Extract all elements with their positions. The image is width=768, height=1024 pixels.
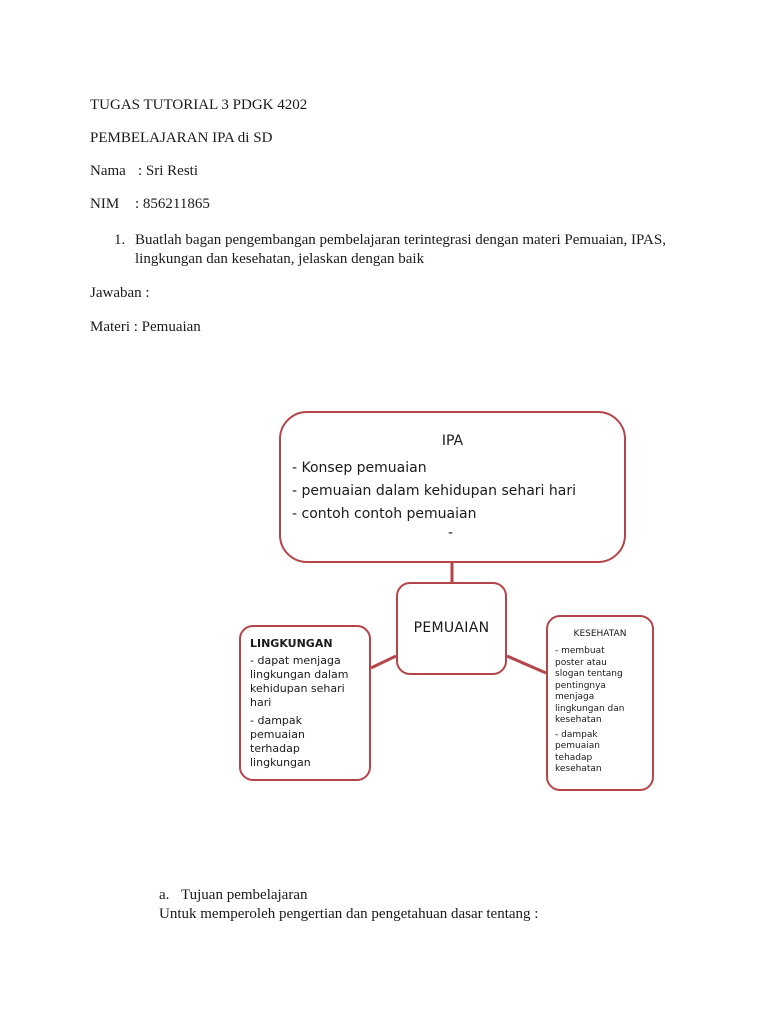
lingkungan-line: terhadap <box>250 742 300 755</box>
lingkungan-box <box>239 625 371 781</box>
name-value: : Sri Resti <box>138 163 199 179</box>
connector-center-kesehatan <box>507 656 546 673</box>
kesehatan-line: lingkungan dan <box>555 703 625 714</box>
connector-center-lingkungan <box>371 656 396 668</box>
lingkungan-line: lingkungan dalam <box>250 668 349 681</box>
lingkungan-line: lingkungan <box>250 756 311 769</box>
course-title: PEMBELAJARAN IPA di SD <box>90 130 273 146</box>
question-line-1: Buatlah bagan pengembangan pembelajaran terintegrasi dengan materi Pemuaian, IPAS, <box>135 232 666 248</box>
materi-label: Materi : Pemuaian <box>90 319 201 335</box>
section-a-heading: Tujuan pembelajaran <box>181 887 308 903</box>
kesehatan-line: kesehatan <box>555 764 602 774</box>
nim-value: : 856211865 <box>135 196 210 212</box>
lingkungan-line: - dampak <box>250 714 302 727</box>
ipa-box <box>279 411 626 563</box>
lingkungan-title: LINGKUNGAN <box>250 637 333 650</box>
name-label: Nama <box>90 163 126 179</box>
kesehatan-line: kesehatan <box>555 715 602 725</box>
kesehatan-line: tehadap <box>555 752 593 763</box>
section-a-letter: a. <box>159 887 170 903</box>
ipa-title: IPA <box>441 433 464 449</box>
question-line-2: lingkungan dan kesehatan, jelaskan dengan baik <box>135 251 425 267</box>
answer-label: Jawaban : <box>90 285 150 301</box>
kesehatan-line: poster atau <box>555 657 607 668</box>
pemuaian-title: PEMUAIAN <box>413 620 490 636</box>
question-number: 1. <box>114 232 126 248</box>
document-title: TUGAS TUTORIAL 3 PDGK 4202 <box>90 97 308 113</box>
pemuaian-box <box>396 582 507 675</box>
kesehatan-line: - membuat <box>555 646 605 656</box>
nim-label: NIM <box>90 196 120 212</box>
ipa-item: - pemuaian dalam kehidupan sehari hari <box>292 483 576 499</box>
lingkungan-line: pemuaian <box>250 728 305 741</box>
kesehatan-line: - dampak <box>555 729 598 740</box>
ipa-item: - contoh contoh pemuaian <box>292 506 477 522</box>
lingkungan-line: hari <box>250 696 272 709</box>
lingkungan-line: kehidupan sehari <box>250 682 345 695</box>
lingkungan-line: - dapat menjaga <box>250 654 341 667</box>
kesehatan-line: menjaga <box>555 692 595 702</box>
kesehatan-box <box>546 615 654 791</box>
ipa-item: - Konsep pemuaian <box>292 460 427 476</box>
kesehatan-line: pemuaian <box>555 741 600 751</box>
kesehatan-title: KESEHATAN <box>573 629 627 639</box>
section-a-body: Untuk memperoleh pengertian dan pengetahuan dasar tentang : <box>159 906 539 922</box>
kesehatan-line: slogan tentang <box>555 669 623 679</box>
ipa-trailing-dash: - <box>447 525 454 541</box>
kesehatan-line: pentingnya <box>555 680 606 691</box>
